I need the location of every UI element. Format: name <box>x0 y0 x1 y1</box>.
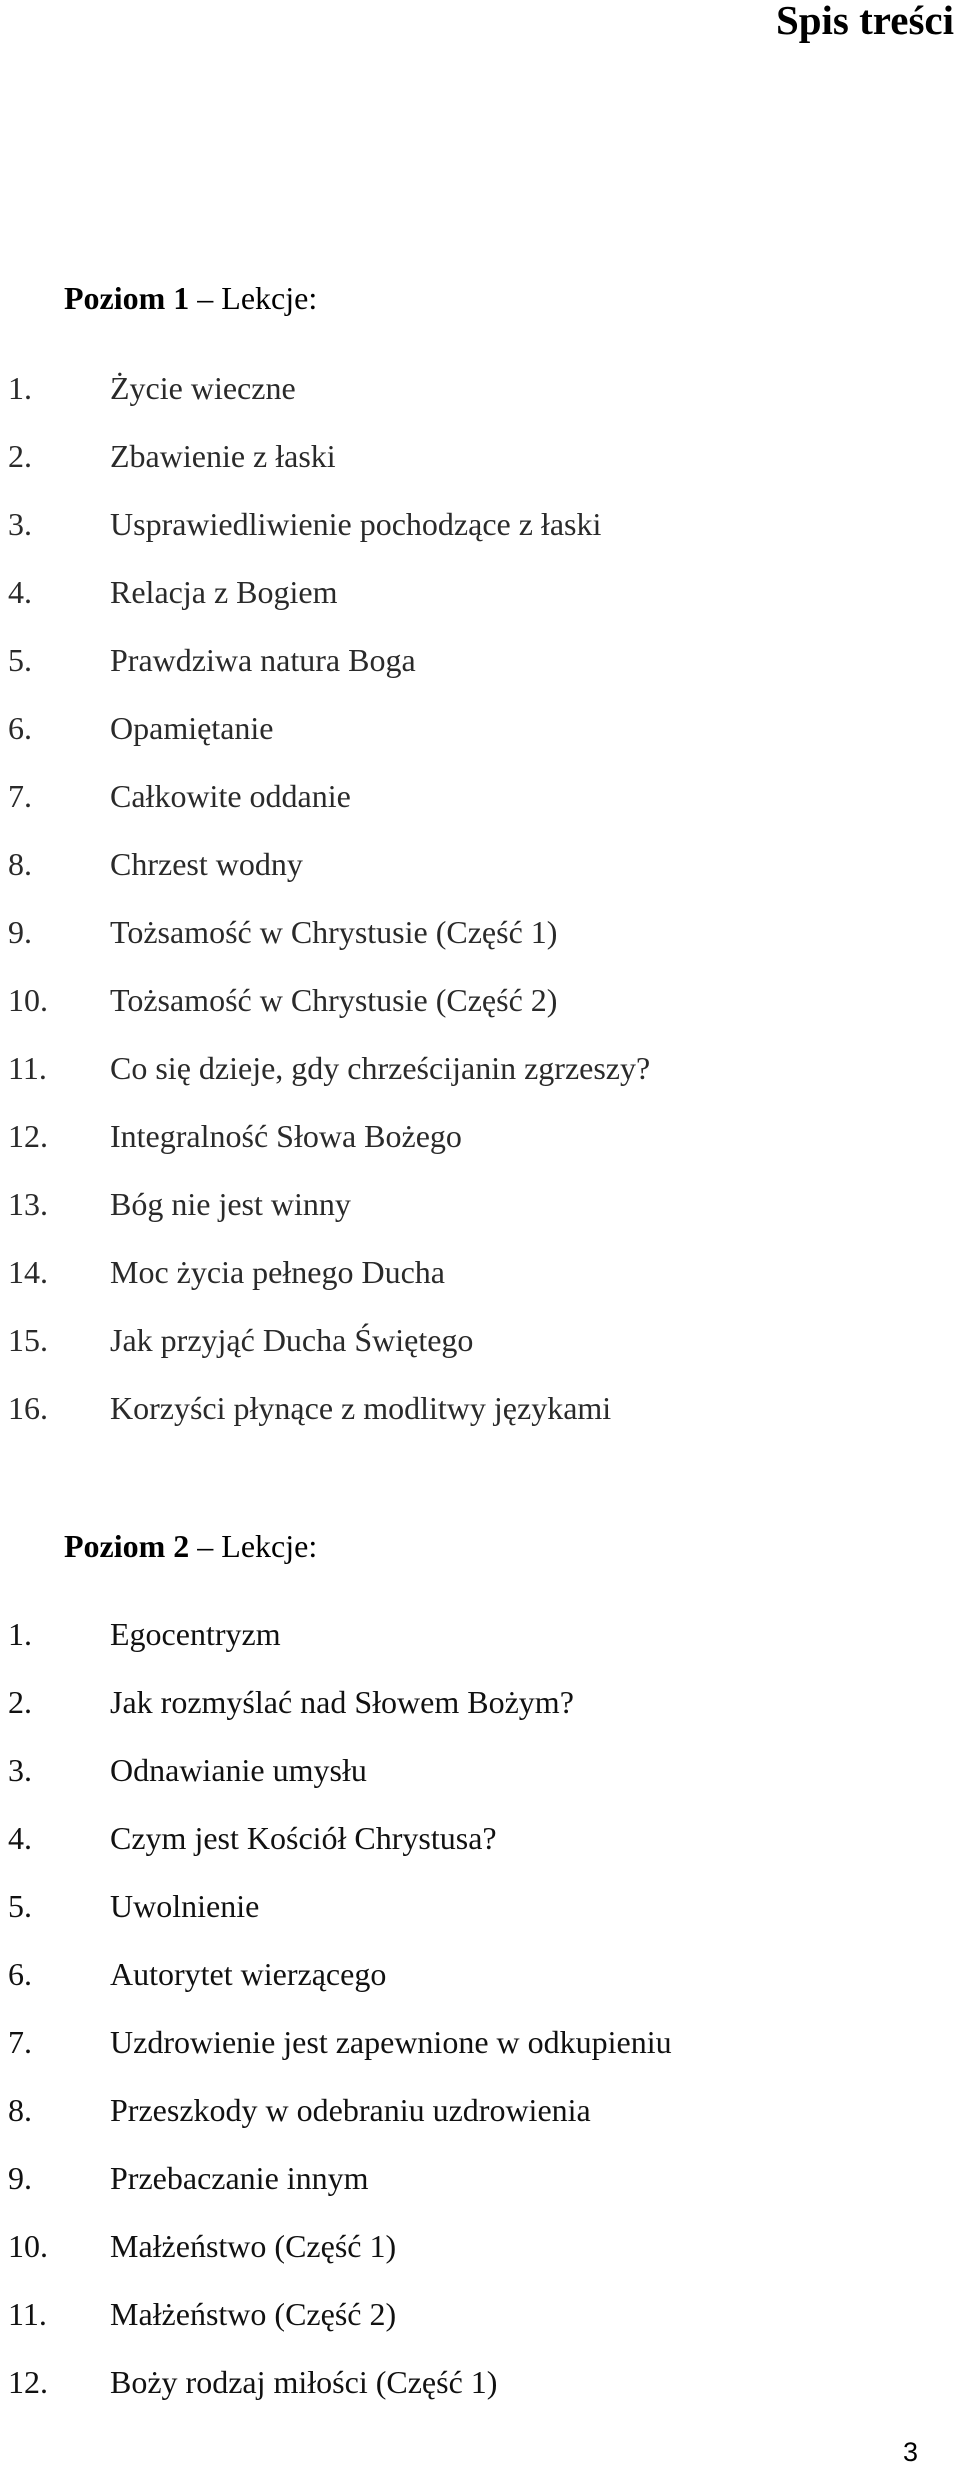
page-number: 3 <box>902 2437 918 2467</box>
item-title: Usprawiedliwienie pochodzące z łaski <box>110 506 602 542</box>
item-number: 12. <box>8 2364 48 2400</box>
item-title: Opamiętanie <box>110 710 274 746</box>
item-title: Korzyści płynące z modlitwy językami <box>110 1390 612 1426</box>
item-number: 8. <box>8 2092 32 2128</box>
item-title: Małżeństwo (Część 2) <box>110 2296 397 2332</box>
item-number: 6. <box>8 710 32 746</box>
item-title: Bóg nie jest winny <box>110 1186 351 1222</box>
page-title: Spis treści <box>775 0 954 43</box>
section-heading-level-2 <box>64 1526 317 1566</box>
item-title: Przeszkody w odebraniu uzdrowienia <box>110 2092 591 2128</box>
item-title: Chrzest wodny <box>110 846 303 882</box>
item-number: 10. <box>8 2228 48 2264</box>
item-title: Tożsamość w Chrystusie (Część 2) <box>110 982 558 1018</box>
item-number: 9. <box>8 914 32 950</box>
item-number: 2. <box>8 1684 32 1720</box>
level-label: Poziom 1 <box>64 280 190 316</box>
level-label: Poziom 2 <box>64 1528 190 1564</box>
item-title: Odnawianie umysłu <box>110 1752 367 1788</box>
item-number: 11. <box>8 2296 47 2332</box>
item-number: 1. <box>8 1616 32 1652</box>
item-number: 12. <box>8 1118 48 1154</box>
item-title: Tożsamość w Chrystusie (Część 1) <box>110 914 558 950</box>
item-number: 14. <box>8 1254 48 1290</box>
heading-dash: – <box>197 280 214 316</box>
item-number: 13. <box>8 1186 48 1222</box>
heading-dash: – <box>197 1528 214 1564</box>
item-number: 16. <box>8 1390 48 1426</box>
item-number: 3. <box>8 506 32 542</box>
item-number: 5. <box>8 1888 32 1924</box>
item-title: Prawdziwa natura Boga <box>110 642 416 678</box>
lessons-label: Lekcje: <box>221 1528 318 1564</box>
item-title: Przebaczanie innym <box>110 2160 369 2196</box>
item-title: Egocentryzm <box>110 1616 281 1652</box>
item-number: 2. <box>8 438 32 474</box>
item-number: 1. <box>8 370 32 406</box>
item-title: Uzdrowienie jest zapewnione w odkupieniu <box>110 2024 672 2060</box>
item-number: 7. <box>8 778 32 814</box>
item-number: 8. <box>8 846 32 882</box>
item-number: 11. <box>8 1050 47 1086</box>
item-title: Boży rodzaj miłości (Część 1) <box>110 2364 498 2400</box>
item-title: Co się dzieje, gdy chrześcijanin zgrzeszy? <box>110 1050 651 1086</box>
item-number: 3. <box>8 1752 32 1788</box>
item-title: Czym jest Kościół Chrystusa? <box>110 1820 497 1856</box>
item-title: Jak rozmyślać nad Słowem Bożym? <box>110 1684 574 1720</box>
item-number: 4. <box>8 1820 32 1856</box>
item-title: Uwolnienie <box>110 1888 260 1924</box>
item-title: Integralność Słowa Bożego <box>110 1118 462 1154</box>
item-number: 6. <box>8 1956 32 1992</box>
item-number: 10. <box>8 982 48 1018</box>
item-number: 5. <box>8 642 32 678</box>
item-title: Zbawienie z łaski <box>110 438 336 474</box>
item-number: 4. <box>8 574 32 610</box>
section-heading-level-1 <box>64 278 317 318</box>
item-title: Jak przyjąć Ducha Świętego <box>110 1322 474 1358</box>
item-title: Autorytet wierzącego <box>110 1956 387 1992</box>
item-number: 9. <box>8 2160 32 2196</box>
item-title: Relacja z Bogiem <box>110 574 338 610</box>
item-title: Życie wieczne <box>110 370 296 406</box>
item-number: 15. <box>8 1322 48 1358</box>
item-number: 7. <box>8 2024 32 2060</box>
item-title: Całkowite oddanie <box>110 778 351 814</box>
item-title: Małżeństwo (Część 1) <box>110 2228 397 2264</box>
lessons-label: Lekcje: <box>221 280 318 316</box>
item-title: Moc życia pełnego Ducha <box>110 1254 445 1290</box>
